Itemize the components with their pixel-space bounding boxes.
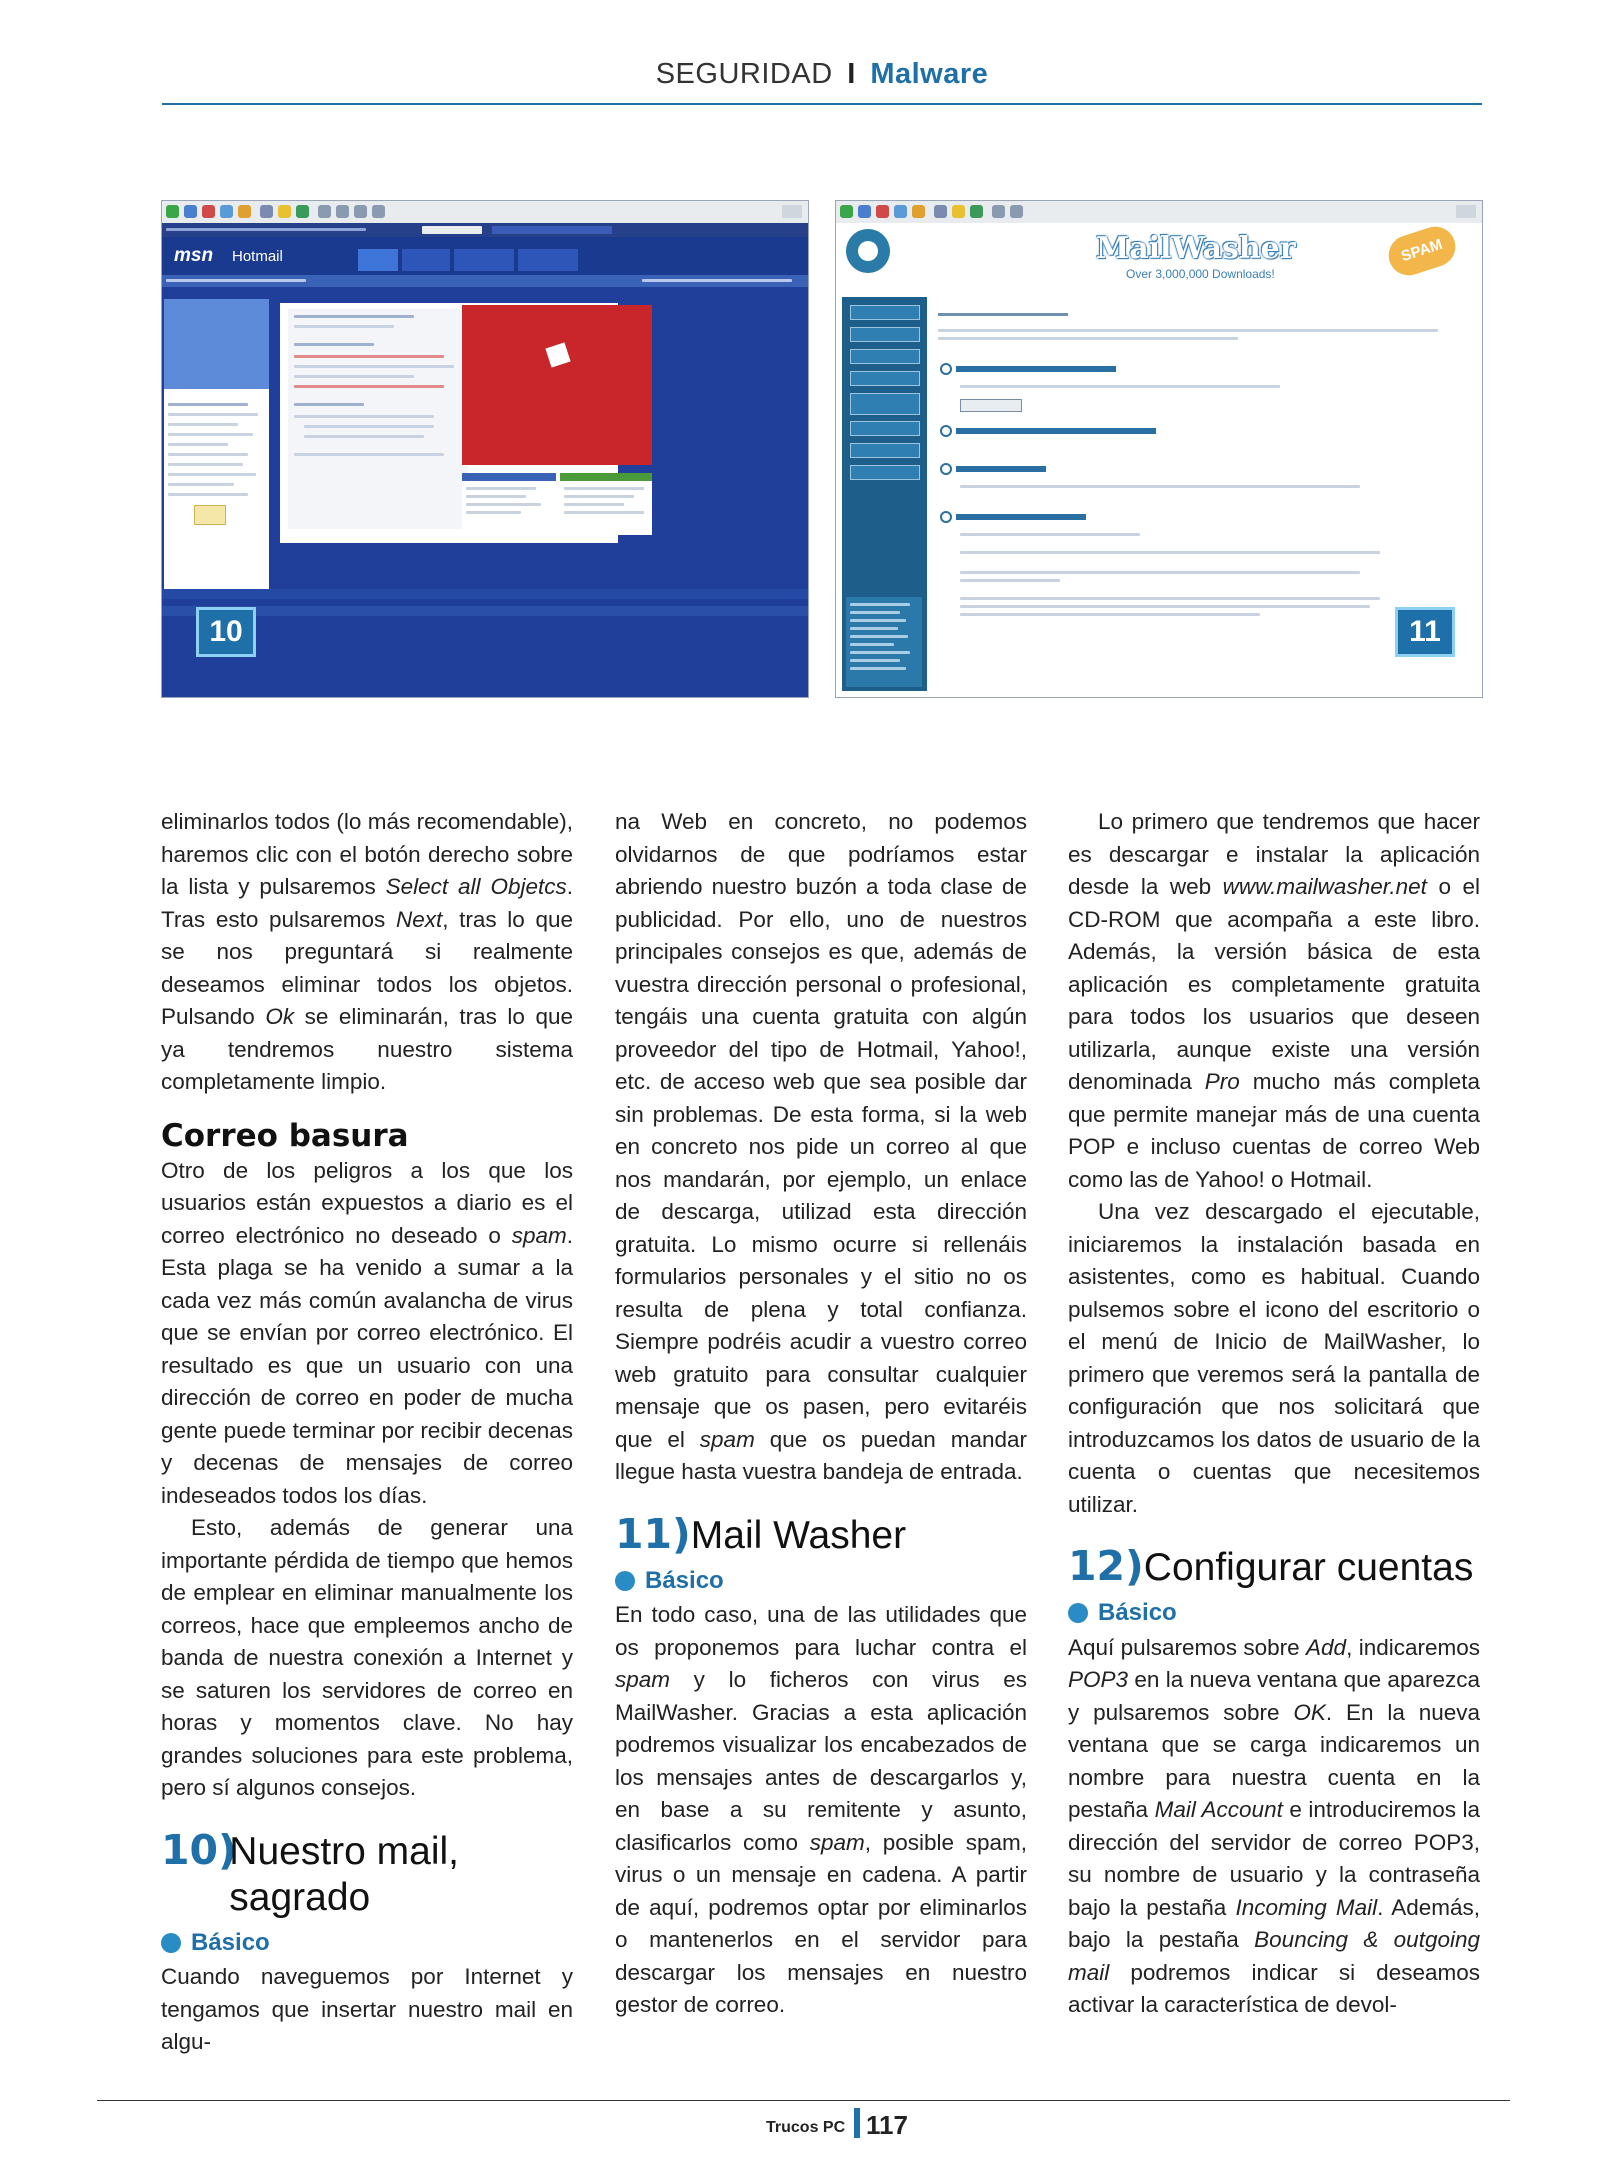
other-versions-heading — [956, 466, 1046, 472]
footer-accent-bar — [854, 2108, 860, 2138]
paragraph: Una vez descargado el ejecutable, iniciaremos la instalación basada en asistentes, como es habitual. Cuando pulsemos sobre el icono del escritorio o el menú de Inicio de MailWasher, lo primero que veremos será la pantalla de configuración que nos solicitará que introduzcamos los datos de usuario de la cuenta o cuentas que necesitemos utilizar. — [1068, 1199, 1480, 1517]
bullet-dot-icon — [1068, 1603, 1088, 1623]
tab-correo[interactable] — [402, 249, 450, 271]
paragraph: Cuando naveguemos por Internet y tengamos que insertar nuestro mail en algu- — [161, 1964, 573, 2054]
nav-faq[interactable] — [850, 393, 920, 415]
hotmail-footer-links — [162, 589, 808, 599]
text-column-2 — [615, 806, 1027, 2022]
refresh-icon — [220, 205, 233, 218]
forward-icon — [184, 205, 197, 218]
latest-stable-version-heading — [956, 366, 1116, 372]
tab-calendario[interactable] — [454, 249, 514, 271]
consejos-msn-header — [462, 473, 556, 481]
header-section: SEGURIDAD — [655, 58, 833, 90]
mail-icon — [992, 205, 1005, 218]
section-title-text: Configurar cuentas — [1143, 1546, 1474, 1589]
media-icon — [970, 205, 983, 218]
no-beta-heading — [956, 428, 1156, 434]
section-number: 12) — [1068, 1542, 1144, 1590]
stop-icon — [202, 205, 215, 218]
paragraph: Lo primero que tendremos que hacer es descargar e instalar la aplicación desde la web www.mailwasher.net o el CD-ROM que acompaña a este libro. Además, la versión básica de esta aplicación es completamente gratuita para todos los usuarios que deseen utilizarla, aunque existe una versión denominada Pro mucho más completa que permite manejar más de una cuenta POP e incluso cuentas de correo Web como las de Yahoo! o Hotmail. — [1068, 809, 1480, 1192]
figure-11-mailwasher-screenshot — [835, 200, 1483, 698]
radio-icon — [940, 463, 952, 475]
mailwasher-title: MailWasher — [1096, 231, 1296, 266]
search-icon — [260, 205, 273, 218]
viernes-en-msn-panel — [164, 299, 269, 389]
favorites-icon — [952, 205, 965, 218]
search-icon — [934, 205, 947, 218]
page-number: 117 — [866, 2110, 908, 2140]
tab-contactos[interactable] — [518, 249, 578, 271]
footer-rule — [97, 2100, 1510, 2101]
hotmail-tabs — [358, 249, 608, 271]
subheading-correo-basura: Correo basura — [161, 1117, 409, 1154]
difficulty-level: Básico — [615, 1565, 1027, 1598]
home-icon — [912, 205, 925, 218]
refresh-icon — [894, 205, 907, 218]
paragraph: Otro de los peligros a los que los usuarios están expuestos a diario es el correo electrónico no deseado o spam. Esta plaga se ha venido a sumar a la cada vez más común avalancha de virus que se envían por correo electrónico. El resultado es que un usuario con una dirección de correo en poder de mucha gente puede terminar por recibir decenas y decenas de mensajes de correo indeseados todos los días. — [161, 1157, 573, 1508]
hotmail-action-bar — [162, 275, 808, 287]
text-column-1 — [161, 806, 573, 2059]
mail-icon — [318, 205, 331, 218]
section-12-title — [1068, 1542, 1480, 1591]
hotmail-logo: Hotmail — [232, 248, 283, 265]
browser-toolbar — [162, 201, 808, 224]
nav-nicks-picks[interactable] — [850, 421, 920, 436]
download-button[interactable] — [960, 399, 1022, 412]
radio-icon — [940, 425, 952, 437]
section-number: 11) — [615, 1509, 691, 1558]
header-rule — [162, 103, 1482, 105]
mailwasher-free-note — [846, 597, 922, 687]
mailwasher-nav — [842, 297, 927, 691]
section-title-text: Mail Washer — [690, 1513, 907, 1557]
advertisement-banner[interactable] — [462, 305, 652, 465]
noticias-msn-header — [560, 473, 652, 481]
tab-hoy[interactable] — [358, 249, 398, 271]
difficulty-level: Básico — [1068, 1597, 1480, 1630]
forward-icon — [858, 205, 871, 218]
download-mailwasher-heading — [938, 313, 1068, 316]
favorites-icon — [278, 205, 291, 218]
text-column-3 — [1068, 806, 1480, 2022]
difficulty-level: Básico — [161, 1927, 573, 1960]
figure-11-label: 11 — [1395, 607, 1455, 657]
nav-tutorial[interactable] — [850, 349, 920, 364]
nav-screen-shot[interactable] — [850, 371, 920, 386]
ad-logo-icon — [545, 342, 570, 367]
print-icon — [336, 205, 349, 218]
back-icon — [840, 205, 853, 218]
messenger-icon — [194, 505, 226, 525]
section-title-text: Nuestro mail, sagrado — [229, 1829, 460, 1919]
stop-icon — [876, 205, 889, 218]
running-header — [162, 58, 1482, 91]
mailwasher-tagline: Over 3,000,000 Downloads! — [1126, 267, 1275, 281]
hotmail-left-panel — [164, 299, 269, 589]
msn-links-bar — [162, 223, 808, 237]
mailwasher-logo-icon — [846, 229, 890, 273]
paragraph: En todo caso, una de las utilidades que os proponemos para luchar contra el spam y lo ficheros con virus es MailWasher. Gracias a esta aplicación podremos visualizar los encabezados de los mensajes antes de descargarlos y, en base a su remitente y asunto, clasificarlos como spam, posible spam, virus o un mensaje en cadena. A partir de aquí, podremos optar por eliminarlos o mantenerlos en el servidor para descargar los mensajes en nuestro gestor de correo. — [615, 1602, 1027, 2017]
nav-free-download[interactable] — [850, 327, 920, 342]
paragraph: eliminarlos todos (lo más recomendable), haremos clic con el botón derecho sobre la lista y pulsaremos Select all Objetcs. Tras esto pulsaremos Next, tras lo que se nos preguntará si realmente deseamos eliminar todos los objetos. Pulsando Ok se eliminarán, tras lo que ya tendremos nuestro sistema completamente limpio. — [161, 809, 573, 1094]
bullet-dot-icon — [161, 1933, 181, 1953]
windows-logo-icon — [782, 205, 802, 218]
header-separator: I — [847, 58, 856, 90]
figure-10-hotmail-screenshot — [161, 200, 809, 698]
nav-home[interactable] — [850, 305, 920, 320]
windows-logo-icon — [1456, 205, 1476, 218]
paragraph: Esto, además de generar una importante pérdida de tiempo que hemos de emplear en eliminar manualmente los correos, hace que empleemos ancho de banda de nuestra conexión a Internet y se saturen los servidores de correo en horas y momentos clave. No hay grandes soluciones para este problema, pero sí algunos consejos. — [161, 1515, 573, 1800]
spam-badge: SPAM — [1383, 221, 1460, 280]
radio-icon — [940, 511, 952, 523]
mail-summary — [288, 309, 468, 529]
hotmail-copyright — [162, 606, 808, 616]
radio-icon — [940, 363, 952, 375]
media-icon — [296, 205, 309, 218]
paragraph: Aquí pulsaremos sobre Add, indicaremos POP3 en la nueva ventana que aparezca y pulsaremos sobre OK. En la nueva ventana que se carga indicaremos un nombre para nuestra cuenta en la pestaña Mail Account e introduciremos la dirección del servidor de correo POP3, su nombre de usuario y la contraseña bajo la pestaña Incoming Mail. Además, bajo la pestaña Bouncing & outgoing mail podremos indicar si deseamos activar la característica de devol- — [1068, 1634, 1481, 2017]
browser-toolbar — [836, 201, 1482, 224]
print-icon — [1010, 205, 1023, 218]
back-icon — [166, 205, 179, 218]
bullet-dot-icon — [615, 1571, 635, 1591]
msn-logo: msn — [174, 245, 214, 266]
section-number: 10) — [161, 1825, 237, 1874]
discuss-icon — [372, 205, 385, 218]
msn-news-boxes — [462, 473, 652, 535]
nav-links[interactable] — [850, 465, 920, 480]
mailwasher-toolbar-heading — [956, 514, 1086, 520]
paragraph: na Web en concreto, no podemos olvidarnos de que podríamos estar abriendo nuestro buzón a toda clase de publicidad. Por ello, uno de nuestros principales consejos es que, además de vuestra dirección personal o profesional, tengáis una cuenta gratuita con algún proveedor del tipo de Hotmail, Yahoo!, etc. de acceso web que sea posible dar sin problemas. De esta forma, si la web en concreto nos pide un correo al que nos mandarán, por ejemplo, un enlace de descarga, utilizad esta dirección gratuita. Lo mismo ocurre si rellenáis formularios personales y el sitio no os resulta de plena y total confianza. Siempre podréis acudir a vuestro correo web gratuito para consultar cualquier mensaje que os pasen, pero evitaréis que el spam que os puedan mandar llegue hasta vuestra bandeja de entrada. — [615, 809, 1027, 1484]
nav-affiliates[interactable] — [850, 443, 920, 458]
section-11-title — [615, 1509, 1027, 1559]
figure-10-label: 10 — [196, 607, 256, 657]
section-10-title — [161, 1825, 573, 1921]
home-icon — [238, 205, 251, 218]
header-subsection: Malware — [870, 58, 989, 90]
footer-magazine-name: Trucos PC — [766, 2119, 846, 2136]
edit-icon — [354, 205, 367, 218]
